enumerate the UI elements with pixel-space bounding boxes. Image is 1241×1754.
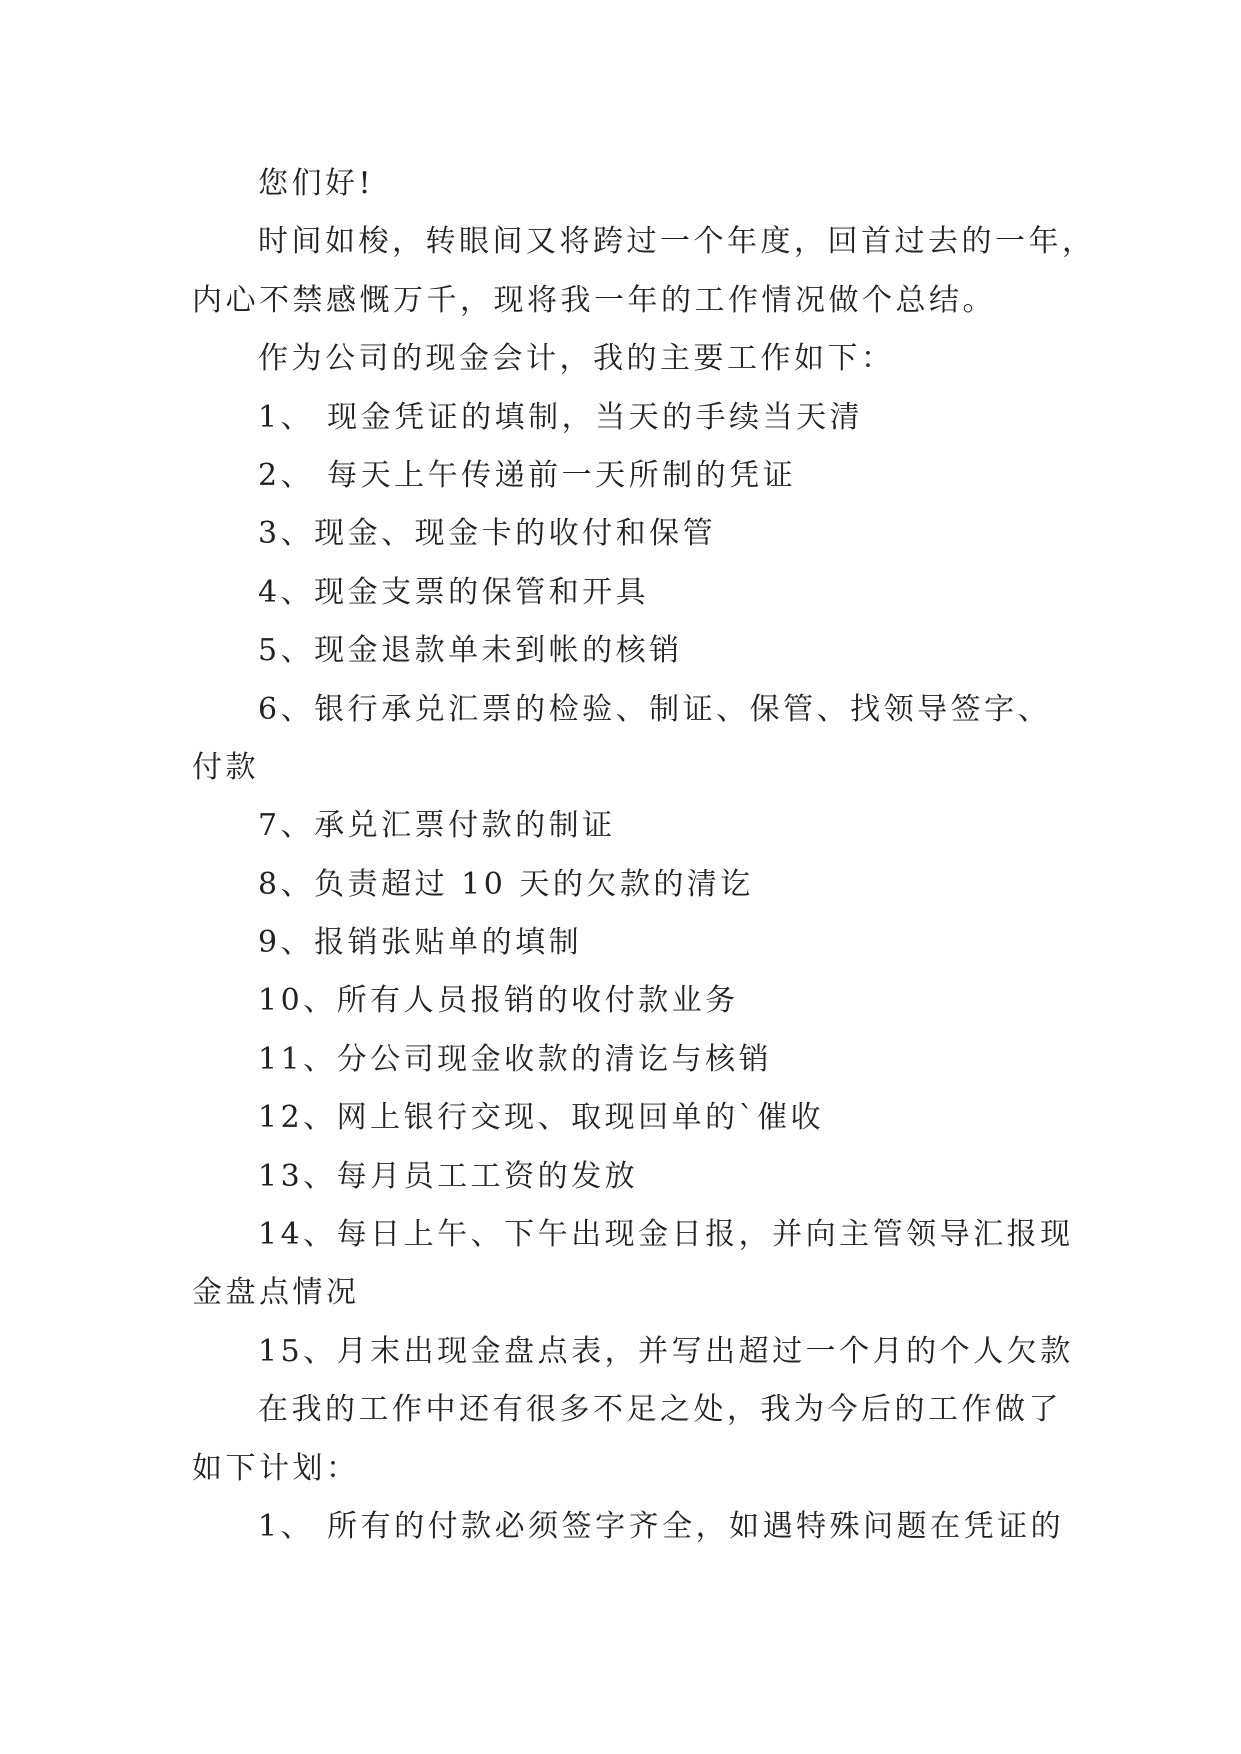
list-item: 15、月末出现金盘点表，并写出超过一个月的个人欠款	[258, 1333, 1074, 1369]
list-item: 9、报销张贴单的填制	[258, 925, 583, 961]
list-item: 12、网上银行交现、取现回单的`催收	[258, 1100, 825, 1136]
list-item: 2、 每天上午传递前一天所制的凭证	[258, 457, 797, 493]
greeting: 您们好!	[258, 166, 375, 201]
list-item: 5、现金退款单未到帐的核销	[258, 633, 683, 669]
list-item: 8、负责超过 10 天的欠款的清讫	[258, 866, 754, 902]
list-item: 1、 所有的付款必须签字齐全，如遇特殊问题在凭证的	[258, 1508, 1065, 1544]
list-item: 7、承兑汇票付款的制证	[258, 808, 616, 844]
paragraph-line: 如下计划：	[192, 1450, 360, 1486]
list-item: 4、现金支票的保管和开具	[258, 574, 650, 610]
paragraph-line: 时间如梭，转眼间又将跨过一个年度，回首过去的一年，	[258, 224, 1096, 260]
list-item: 11、分公司现金收款的清讫与核销	[258, 1041, 773, 1077]
list-item: 10、所有人员报销的收付款业务	[258, 983, 739, 1019]
paragraph-line: 内心不禁感慨万千，现将我一年的工作情况做个总结。	[192, 282, 996, 318]
list-item: 3、现金、现金卡的收付和保管	[258, 516, 717, 552]
list-item: 6、银行承兑汇票的检验、制证、保管、找领导签字、	[258, 691, 1052, 727]
document-body	[192, 155, 1096, 1556]
list-item-continuation: 付款	[192, 749, 259, 785]
list-item: 14、每日上午、下午出现金日报，并向主管领导汇报现	[258, 1217, 1074, 1253]
paragraph-line: 在我的工作中还有很多不足之处，我为今后的工作做了	[258, 1392, 1062, 1428]
list-item-continuation: 金盘点情况	[192, 1275, 360, 1311]
list-item: 13、每月员工工资的发放	[258, 1158, 639, 1194]
list-item: 1、 现金凭证的填制，当天的手续当天清	[258, 399, 864, 435]
paragraph-line: 作为公司的现金会计，我的主要工作如下：	[258, 341, 895, 377]
